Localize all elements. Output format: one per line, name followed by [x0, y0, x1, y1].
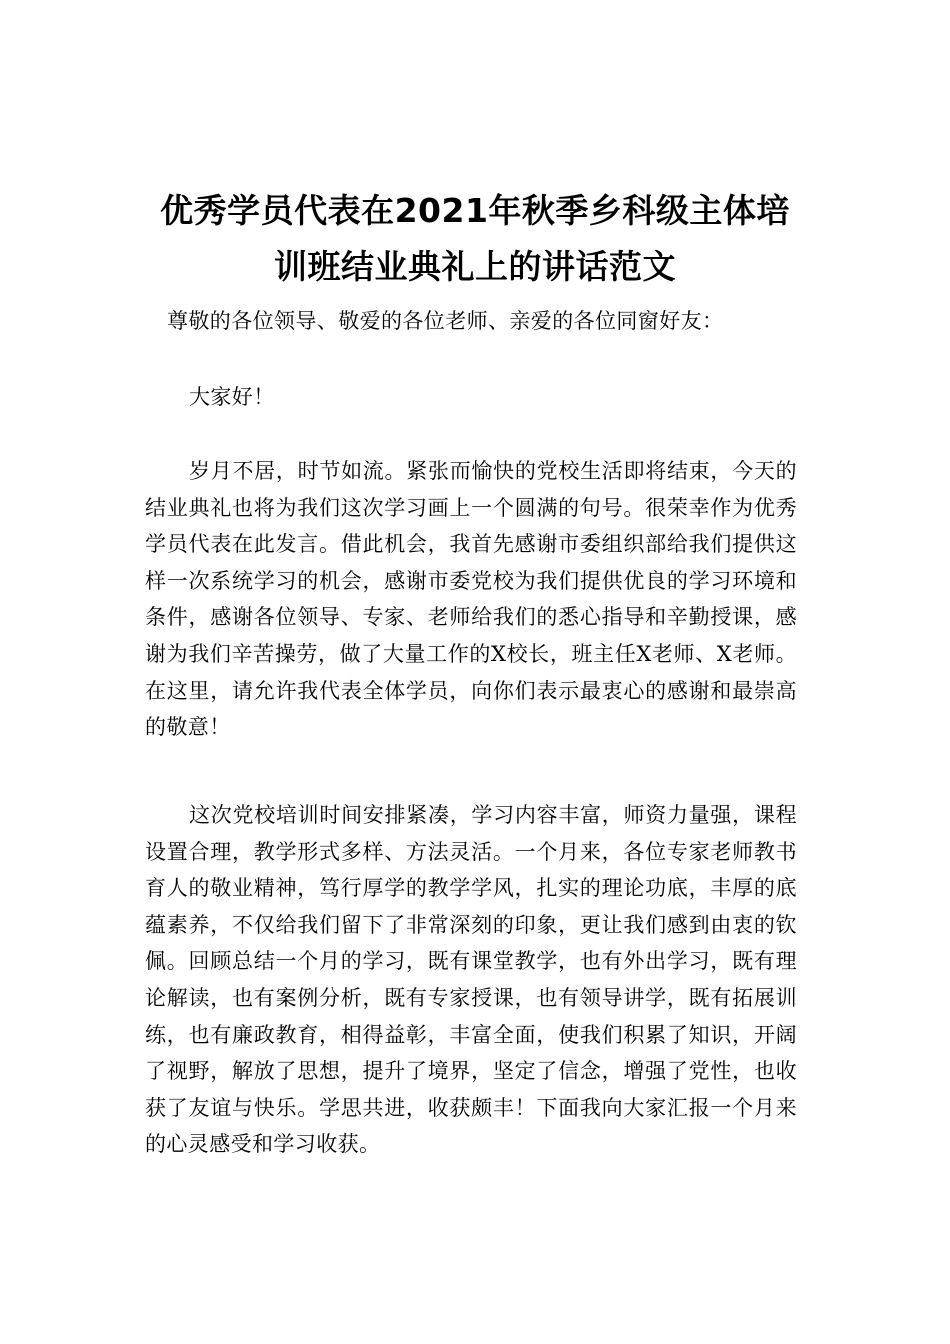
body-paragraph-2: 这次党校培训时间安排紧凑，学习内容丰富，师资力量强，课程设置合理，教学形式多样、方法灵活。一个月来，各位专家老师教书育人的敬业精神，笃行厚学的教学学风，扎实的理论功底，丰厚的底蕴素养，不仅给我们留下了非常深刻的印象，更让我们感到由衷的钦佩。回顾总结一个月的学习，既有课堂教学，也有外出学习，既有理论解读，也有案例分析，既有专家授课，也有领导讲学，既有拓展训练，也有廉政教育，相得益彰，丰富全面，使我们积累了知识，开阔了视野，解放了思想，提升了境界，坚定了信念，增强了党性，也收获了友谊与快乐。学思共进，收获颇丰！下面我向大家汇报一个月来的心灵感受和学习收获。 — [145, 803, 797, 1157]
title-line-2: 训班结业典礼上的讲话范文 — [274, 247, 676, 286]
salutation: 尊敬的各位领导、敬爱的各位老师、亲爱的各位同窗好友： — [167, 309, 724, 333]
title-line-1: 优秀学员代表在2021年秋季乡科级主体培 — [160, 191, 790, 230]
greeting: 大家好！ — [189, 385, 275, 409]
body-paragraph-1: 岁月不居，时节如流。紧张而愉快的党校生活即将结束，今天的结业典礼也将为我们这次学习画上一个圆满的句号。很荣幸作为优秀学员代表在此发言。借此机会，我首先感谢市委组织部给我们提供这样一次系统学习的机会，感谢市委党校为我们提供优良的学习环境和条件，感谢各位领导、专家、老师给我们的悉心指导和辛勤授课，感谢为我们辛苦操劳，做了大量工作的X校长，班主任X老师、X老师。在这里，请允许我代表全体学员，向你们表示最衷心的感谢和最崇高的敬意！ — [145, 459, 797, 740]
document-title — [140, 183, 810, 295]
